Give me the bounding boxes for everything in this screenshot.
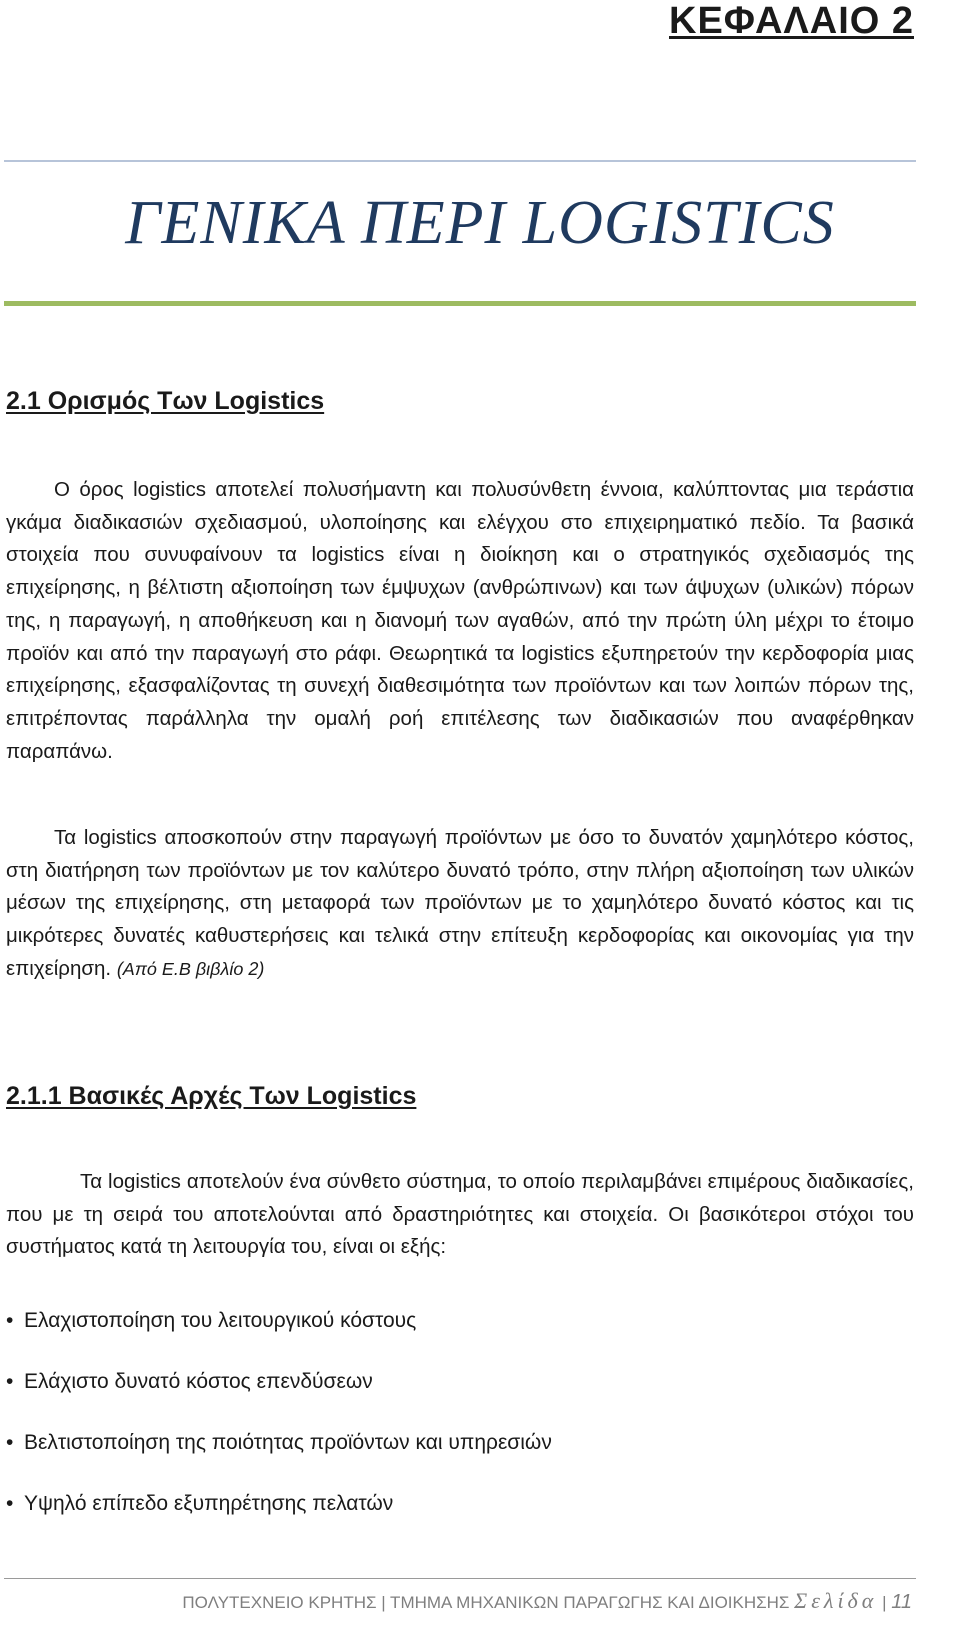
list-item-text: Ελαχιστοποίηση του λειτουργικού κόστους [24, 1309, 417, 1332]
footer-separator: | [882, 1593, 887, 1612]
list-item [6, 1366, 552, 1427]
bullet-icon: • [6, 1309, 14, 1332]
title-divider [4, 301, 916, 306]
subsection-paragraph: Τα logistics αποτελούν ένα σύνθετο σύστημα, το οποίο περιλαμβάνει επιμέρους διαδικασίες, που με τη σειρά του αποτελούνται από δραστηριότητες και στοιχεία. Οι βασικότεροι στόχοι του συστήματος κατά τη λειτουργία του, είναι οι εξής: [6, 1170, 914, 1259]
header-divider [4, 160, 916, 162]
list-item [6, 1305, 552, 1366]
goals-list [6, 1305, 552, 1549]
subsection-heading: 2.1.1 Βασικές Αρχές Των Logistics [6, 1082, 417, 1110]
page-number: 11 [891, 1591, 912, 1613]
list-item-text: Ελάχιστο δυνατό κόστος επενδύσεων [24, 1370, 373, 1393]
list-item [6, 1488, 552, 1549]
list-item-text: Υψηλό επίπεδο εξυπηρέτησης πελατών [24, 1492, 394, 1515]
page-footer [182, 1588, 912, 1614]
bullet-icon: • [6, 1431, 14, 1454]
section-paragraph-1: Ο όρος logistics αποτελεί πολυσήμαντη και πολυσύνθετη έννοια, καλύπτοντας μια τεράστια γκάμα διαδικασιών σχεδιασμού, υλοποίησης και ελέγχου στο επιχειρηματικό πεδίο. Τα βασικά στοιχεία που συνυφαίνουν τα logistics είναι η διοίκηση και ο στρατηγικός σχεδιασμός της επιχείρησης, η βέλτιστη αξιοποίηση των έμψυχων (ανθρώπινων) και των άψυχων (υλικών) πόρων της, η παραγωγή, η αποθήκευση και η διανομή των αγαθών, από την πρώτη ύλη μέχρι το έτοιμο προϊόν και από την παραγωγή στο ράφι. Θεωρητικά τα logistics εξυπηρετούν την κερδοφορία μιας επιχείρησης, εξασφαλίζοντας τη συνεχή διαθεσιμότητα των προϊόντων και των λοιπών πόρων της, επιτρέποντας παράλληλα την ομαλή ροή επιτέλεσης των διαδικασιών που αναφέρθηκαν παραπάνω. [6, 478, 914, 763]
bullet-icon: • [6, 1370, 14, 1393]
page-title: ΓΕΝΙΚΑ ΠΕΡΙ LOGISTICS [125, 189, 835, 257]
list-item [6, 1427, 552, 1488]
chapter-heading: ΚΕΦΑΛΑΙΟ 2 [669, 0, 914, 42]
citation: (Από Ε.Β βιβλίο 2) [116, 958, 265, 979]
list-item-text: Βελτιστοποίηση της ποιότητας προϊόντων και υπηρεσιών [24, 1431, 552, 1454]
footer-institution: ΠΟΛΥΤΕΧΝΕΙΟ ΚΡΗΤΗΣ | ΤΜΗΜΑ ΜΗΧΑΝΙΚΩΝ ΠΑΡΑΓΩΓΗΣ ΚΑΙ ΔΙΟΙΚΗΣΗΣ [182, 1593, 790, 1612]
paragraph-2-text: Τα logistics αποσκοπούν στην παραγωγή προϊόντων με όσο το δυνατόν χαμηλότερο κόστος, στη διατήρηση των προϊόντων με τον καλύτερο δυνατό τρόπο, στην πλήρη αξιοποίηση των υλικών μέσων της επιχείρησης, στη μεταφορά των προϊόντων με το χαμηλότερο δυνατό κόστος και τις μικρότερες δυνατές καθυστερήσεις και τελικά στην επίτευξη κερδοφορίας και οικονομίας για την επιχείρηση. [6, 826, 914, 980]
footer-divider [4, 1578, 916, 1579]
section-paragraph-2 [6, 822, 914, 986]
bullet-icon: • [6, 1492, 14, 1515]
footer-page-label: Σελίδα [794, 1588, 878, 1613]
section-heading: 2.1 Ορισμός Των Logistics [6, 387, 325, 415]
